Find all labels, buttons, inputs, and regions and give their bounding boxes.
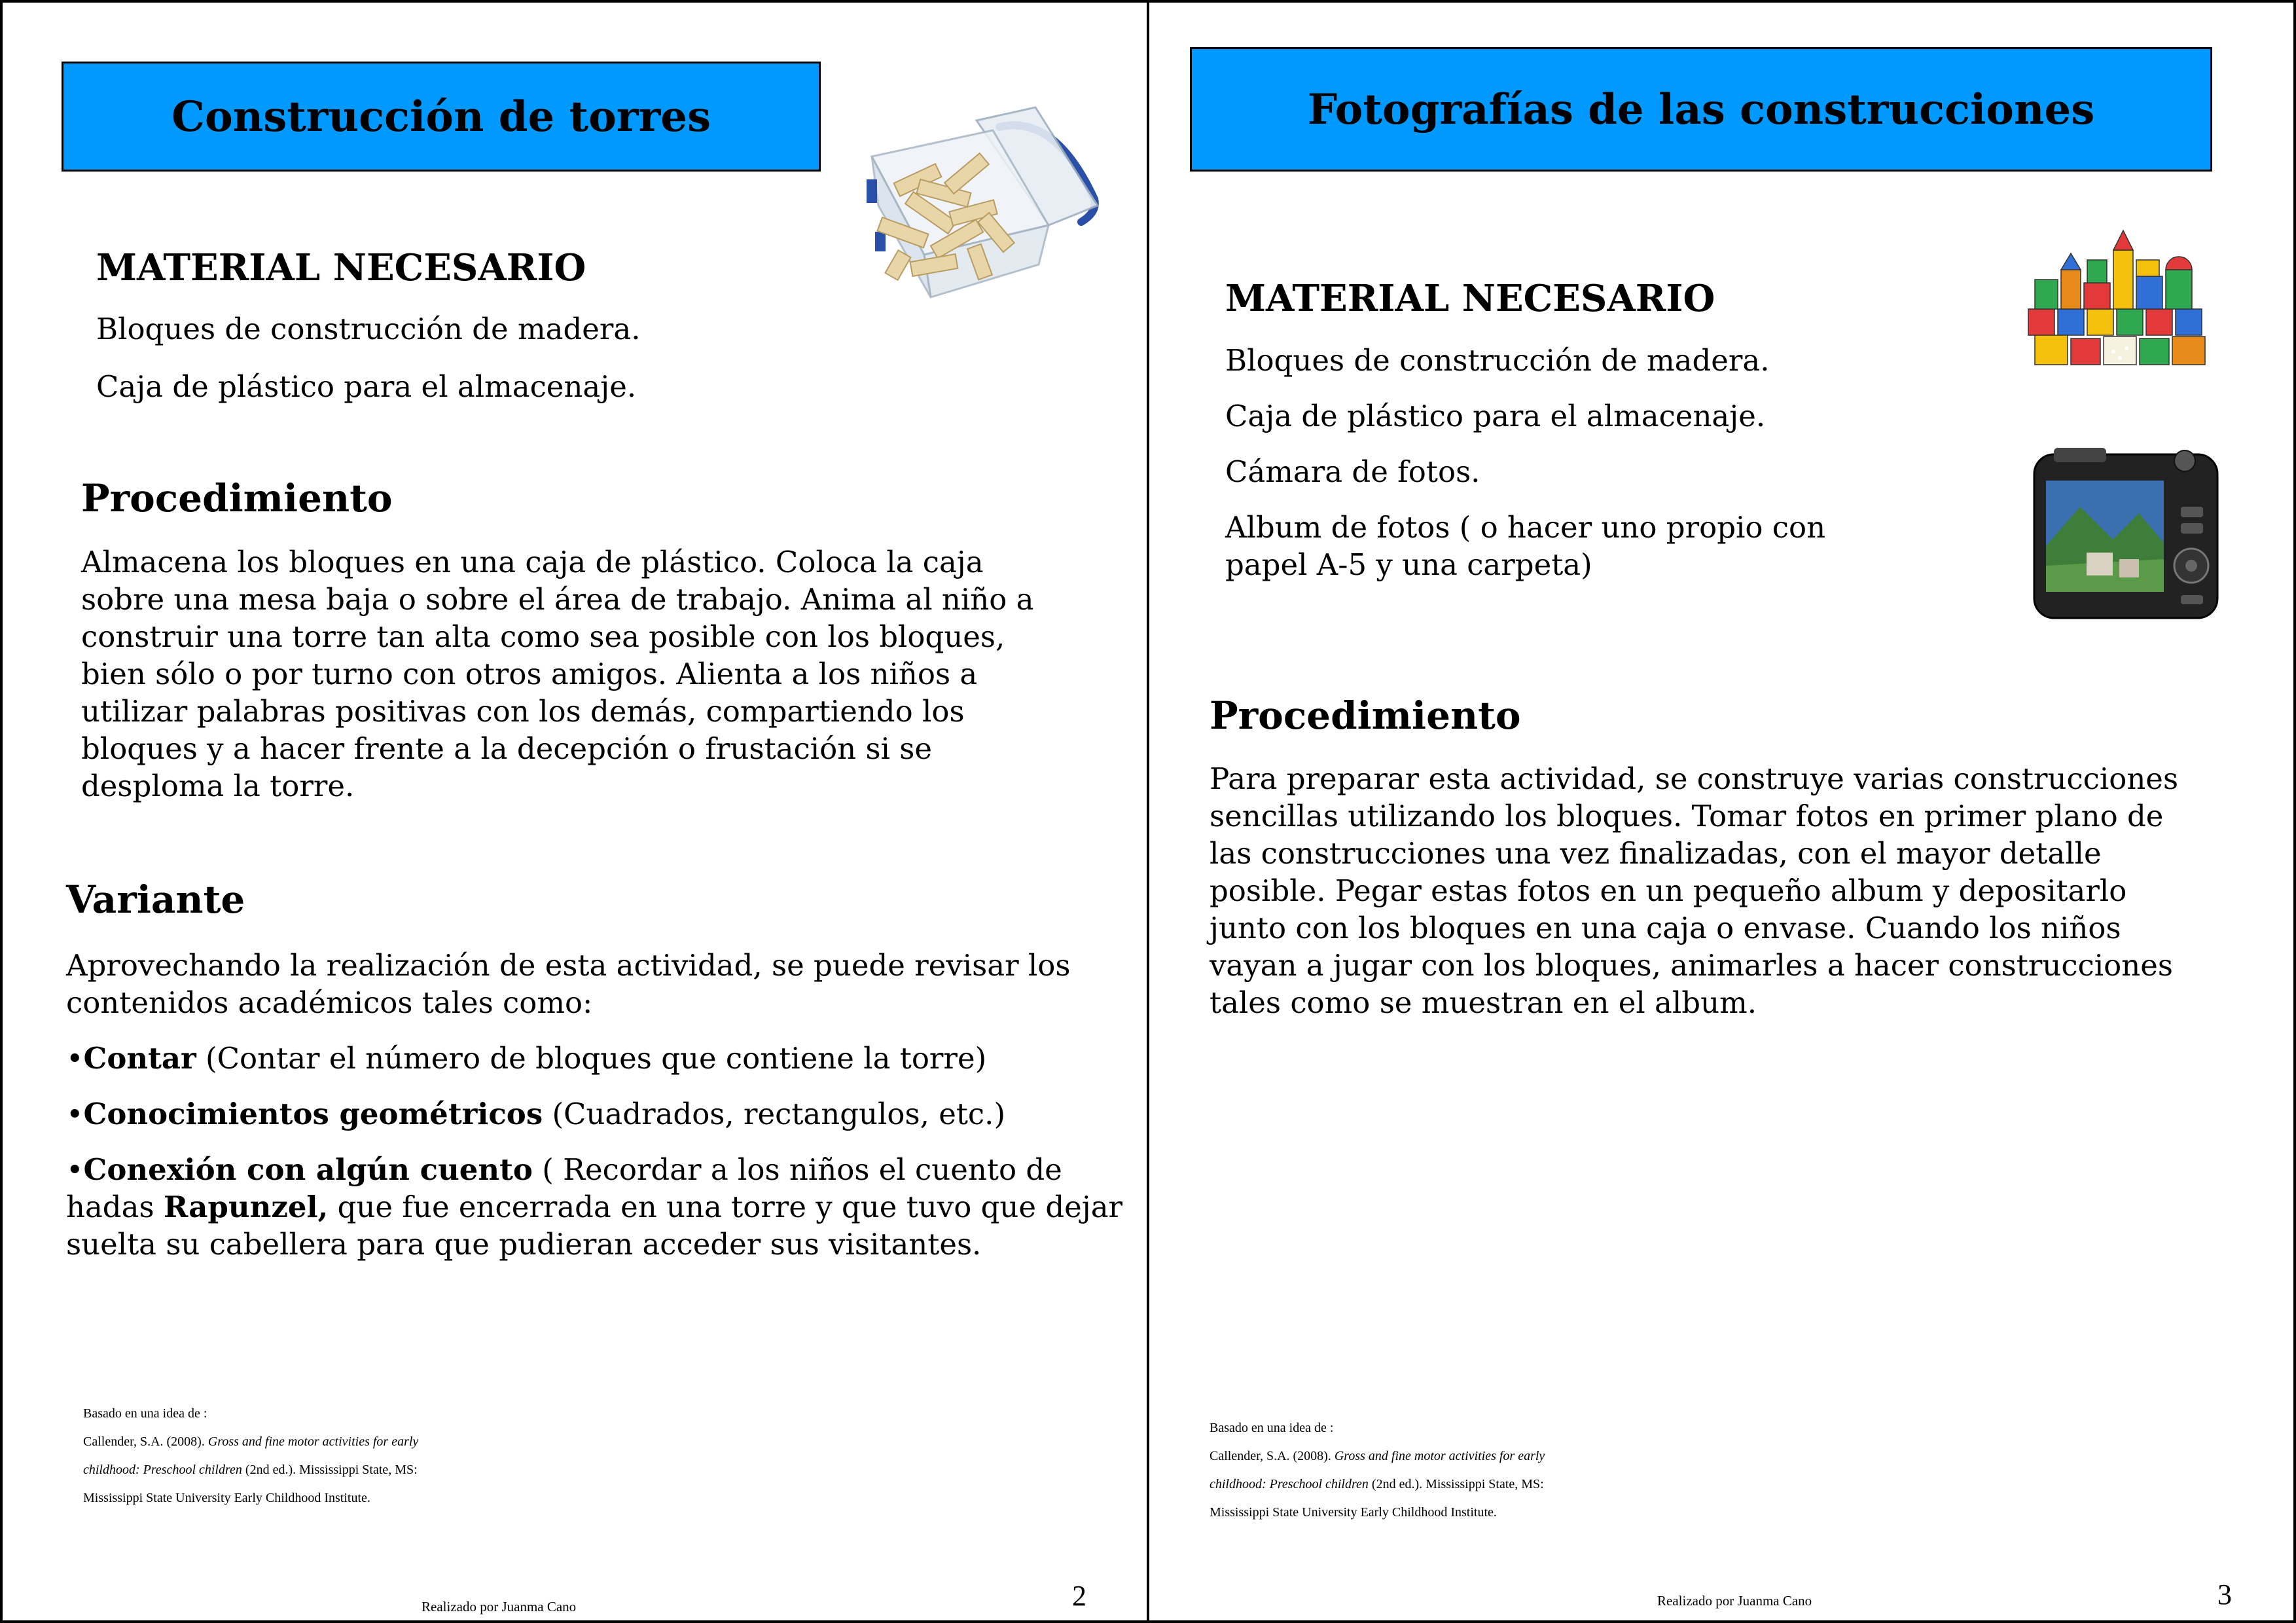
left-page-number: 2 — [1072, 1580, 1086, 1612]
reference-line: childhood: Preschool children (2nd ed.). Mississippi State, MS: — [1210, 1477, 1544, 1491]
right-material-heading: MATERIAL NECESARIO — [1225, 277, 1715, 320]
reference-line: Callender, S.A. (2008). Gross and fine motor activities for early — [83, 1434, 419, 1449]
box-of-wooden-blocks-icon — [839, 101, 1107, 317]
digital-camera-icon — [2028, 435, 2224, 634]
left-reference — [83, 1400, 418, 1512]
left-material-item: Caja de plástico para el almacenaje. — [96, 369, 637, 404]
left-bullet-story-line3: suelta su cabellera para que pudieran acceder sus visitantes. — [66, 1227, 982, 1262]
right-title: Fotografías de las construcciones — [1307, 84, 2095, 134]
page-right — [1148, 0, 2296, 1623]
right-material-item: Album de fotos ( o hacer uno propio con papel A-5 y una carpeta) — [1225, 510, 1826, 582]
right-material-item: Cámara de fotos. — [1225, 454, 1480, 489]
right-reference — [1210, 1414, 1545, 1527]
right-material-item: Caja de plástico para el almacenaje. — [1225, 399, 1766, 433]
right-procedure-heading: Procedimiento — [1210, 693, 1521, 738]
left-bullet-geometry: •Conocimientos geométricos (Cuadrados, rectangulos, etc.) — [66, 1097, 1005, 1131]
left-material-item: Bloques de construcción de madera. — [96, 312, 641, 346]
left-material-heading: MATERIAL NECESARIO — [96, 246, 586, 289]
left-bullet-counting: •Contar (Contar el número de bloques que contiene la torre) — [66, 1041, 987, 1076]
colorful-toy-blocks-icon — [2022, 224, 2215, 374]
right-page-number: 3 — [2217, 1578, 2232, 1611]
reference-line: Basado en una idea de : — [83, 1406, 207, 1421]
left-bullet-story: •Conexión con algún cuento ( Recordar a los niños el cuento de — [66, 1152, 1062, 1187]
reference-line: Basado en una idea de : — [1210, 1421, 1334, 1435]
right-title-box — [1190, 47, 2212, 172]
right-material-item: Bloques de construcción de madera. — [1225, 343, 1770, 378]
left-title: Construcción de torres — [171, 92, 711, 141]
right-procedure-text: Para preparar esta actividad, se construye varias construcciones sencillas utilizando los bloques. Tomar fotos en primer plano de las construcciones una vez finalizadas, con el mayor detalle posible. Pegar estas fotos en un pequeño album y depositarlo junto con los bloques en una caja o envase. Cuando los niños vayan a jugar con los bloques, animarles a hacer construcciones tales como se muestran en el album. — [1210, 761, 2179, 1020]
reference-line: childhood: Preschool children (2nd ed.). Mississippi State, MS: — [83, 1463, 418, 1477]
left-title-box — [62, 62, 821, 172]
left-variant-heading: Variante — [66, 877, 245, 922]
left-footer: Realizado por Juanma Cano — [422, 1599, 577, 1614]
left-procedure-text: Almacena los bloques en una caja de plástico. Coloca la caja sobre una mesa baja o sobre el área de trabajo. Anima al niño a construir una torre tan alta como sea posible con los bloques, bien sólo o por turno con otros amigos. Alienta a los niños a utilizar palabras positivas con los demás, compartiendo los bloques y a hacer frente a la decepción o frustación si se desploma la torre. — [81, 545, 1034, 803]
reference-line: Mississippi State University Early Childhood Institute. — [1210, 1505, 1497, 1520]
right-footer: Realizado por Juanma Cano — [1657, 1593, 1812, 1609]
left-procedure-heading: Procedimiento — [81, 476, 393, 520]
left-bullet-story-line2: hadas Rapunzel, que fue encerrada en una torre y que tuvo que dejar — [66, 1190, 1123, 1224]
reference-line: Mississippi State University Early Childhood Institute. — [83, 1491, 370, 1505]
reference-line: Callender, S.A. (2008). Gross and fine motor activities for early — [1210, 1449, 1545, 1463]
left-variant-intro: Aprovechando la realización de esta actividad, se puede revisar los contenidos académicos tales como: — [66, 948, 1071, 1020]
